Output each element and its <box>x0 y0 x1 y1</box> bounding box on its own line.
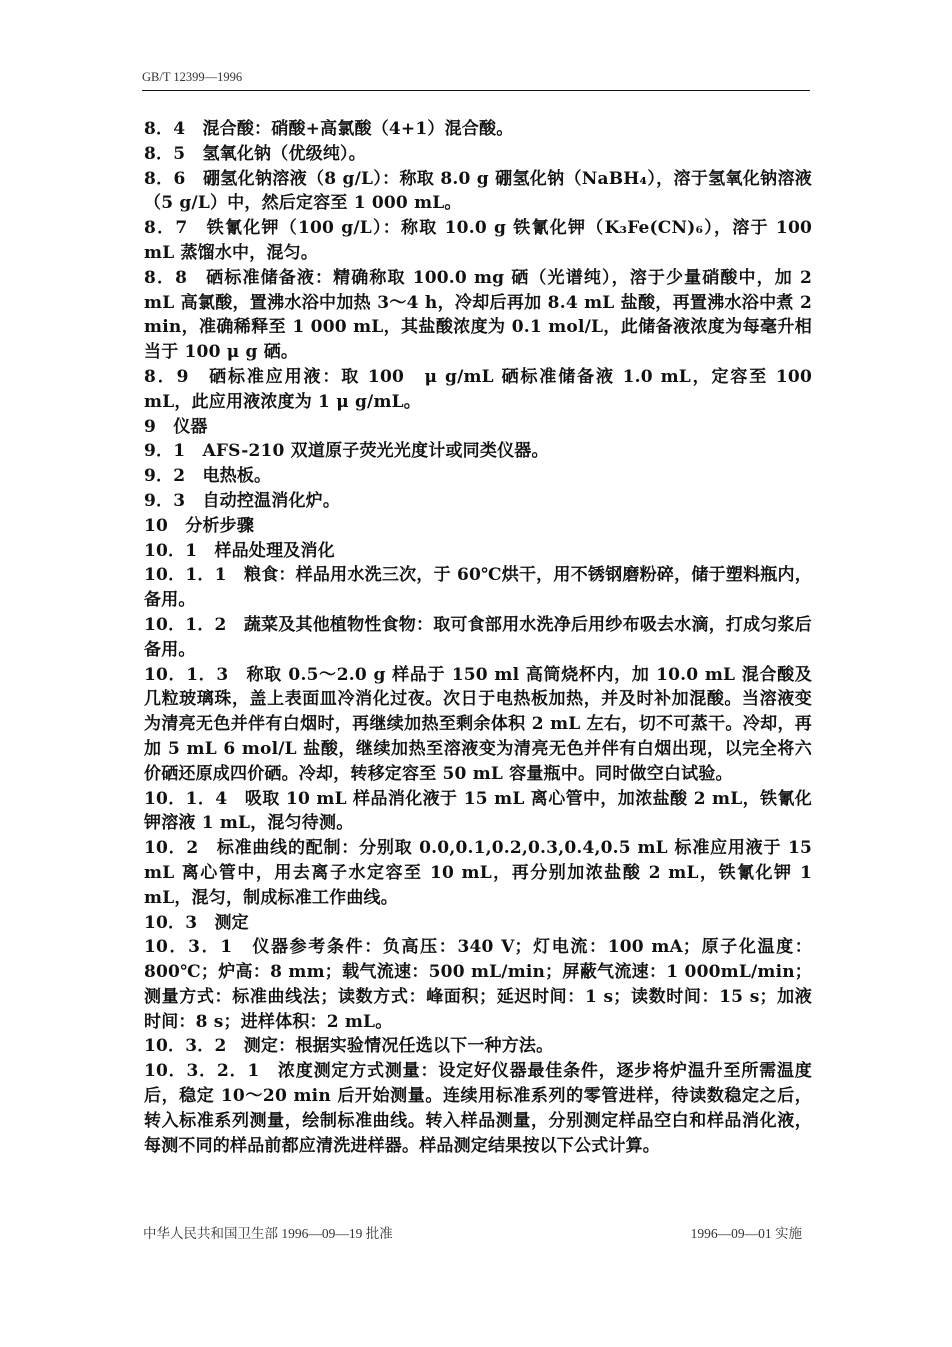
standard-code: GB/T 12399—1996 <box>142 70 243 84</box>
paragraph: 9．2 电热板。 <box>144 466 272 487</box>
paragraph: 10．1．2 蔬菜及其他植物性食物：取可食部用水洗净后用纱布吸去水滴，打成匀浆后备用。 <box>144 614 812 660</box>
paragraph: 9．1 AFS-210 双道原子荧光光度计或同类仪器。 <box>144 441 549 462</box>
header-divider <box>142 90 810 91</box>
paragraph: 8．5 氢氧化钠（优级纯）。 <box>144 143 366 164</box>
paragraph: 10．3．2 测定：根据实验情况任选以下一种方法。 <box>144 1036 554 1057</box>
paragraph: 8．7 铁氰化钾（100 g/L）：称取 10.0 g 铁氰化钾（K₃Fe(CN)₆），溶于 100 mL 蒸馏水中，混匀。 <box>144 218 812 263</box>
paragraph: 8．8 硒标准储备液：精确称取 100.0 mg 硒（光谱纯），溶于少量硝酸中，加 2 mL 高氯酸，置沸水浴中加热 3～4 h，冷却后再加 8.4 mL 盐酸，再置沸水浴中煮 2 min，准确稀释至 1 000 mL，其盐酸浓度为 0.1 mol/L，此储备液浓度为每毫升相当于 100 μ g 硒。 <box>144 267 812 363</box>
subsection-heading: 10．3 测定 <box>144 912 249 933</box>
implementation-date: 1996—09—01 实施 <box>690 1226 802 1241</box>
paragraph: 10．1．4 吸取 10 mL 样品消化液于 15 mL 离心管中，加浓盐酸 2 mL，铁氰化钾溶液 1 mL，混匀待测。 <box>144 788 812 834</box>
paragraph: 8．4 混合酸：硝酸+高氯酸（4+1）混合酸。 <box>144 119 514 139</box>
paragraph: 10．1．3 称取 0.5～2.0 g 样品于 150 ml 高筒烧杯内，加 10.0 mL 混合酸及几粒玻璃珠，盖上表面皿冷消化过夜。次日于电热板加热，并及时补加混酸。当溶液变为清亮无色并伴有白烟时，再继续加热至剩余体积 2 mL 左右，切不可蒸干。冷却，再加 5 mL 6 mol/L 盐酸，继续加热至溶液变为清亮无色并伴有白烟出现，以完全将六价硒还原成四价硒。冷却，转移定容至 50 mL 容量瓶中。同时做空白试验。 <box>144 664 812 784</box>
paragraph: 10．2 标准曲线的配制：分别取 0.0,0.1,0.2,0.3,0.4,0.5 mL 标准应用液于 15 mL 离心管中，用去离子水定容至 10 mL，再分别加浓盐酸 2 mL，铁氰化钾 1 mL，混匀，制成标准工作曲线。 <box>144 838 812 908</box>
section-heading: 10 分析步骤 <box>144 515 255 536</box>
paragraph: 10．1．1 粮食：样品用水洗三次，于 60℃烘干，用不锈钢磨粉碎，储于塑料瓶内，备用。 <box>144 565 812 611</box>
paragraph: 8．6 硼氢化钠溶液（8 g/L）：称取 8.0 g 硼氢化钠（NaBH₄），溶于氢氧化钠溶液（5 g/L）中，然后定容至 1 000 mL。 <box>144 168 812 214</box>
subsection-heading: 10．1 样品处理及消化 <box>144 540 335 561</box>
section-heading: 9 仪器 <box>144 416 208 437</box>
paragraph: 8．9 硒标准应用液：取 100 μ g/mL 硒标准储备液 1.0 mL，定容至 100 mL，此应用液浓度为 1 μ g/mL。 <box>144 366 812 412</box>
document-body <box>144 117 812 1158</box>
approval-note: 中华人民共和国卫生部 1996—09—19 批准 <box>143 1226 393 1241</box>
paragraph: 10．3．1 仪器参考条件：负高压：340 V；灯电流：100 mA；原子化温度：800℃；炉高：8 mm；载气流速：500 mL/min；屏蔽气流速：1 000mL/min；测量方式：标准曲线法；读数方式：峰面积；延迟时间：1 s；读数时间：15 s；加液时间：8 s；进样体积：2 mL。 <box>144 937 812 1032</box>
paragraph: 9．3 自动控温消化炉。 <box>144 490 341 511</box>
paragraph: 10．3．2．1 浓度测定方式测量：设定好仪器最佳条件，逐步将炉温升至所需温度后，稳定 10～20 min 后开始测量。连续用标准系列的零管进样，待读数稳定之后，转入标准系列测量，绘制标准曲线。转入样品测量，分别测定样品空白和样品消化液，每测不同的样品前都应清洗进样器。样品测定结果按以下公式计算。 <box>144 1061 812 1156</box>
